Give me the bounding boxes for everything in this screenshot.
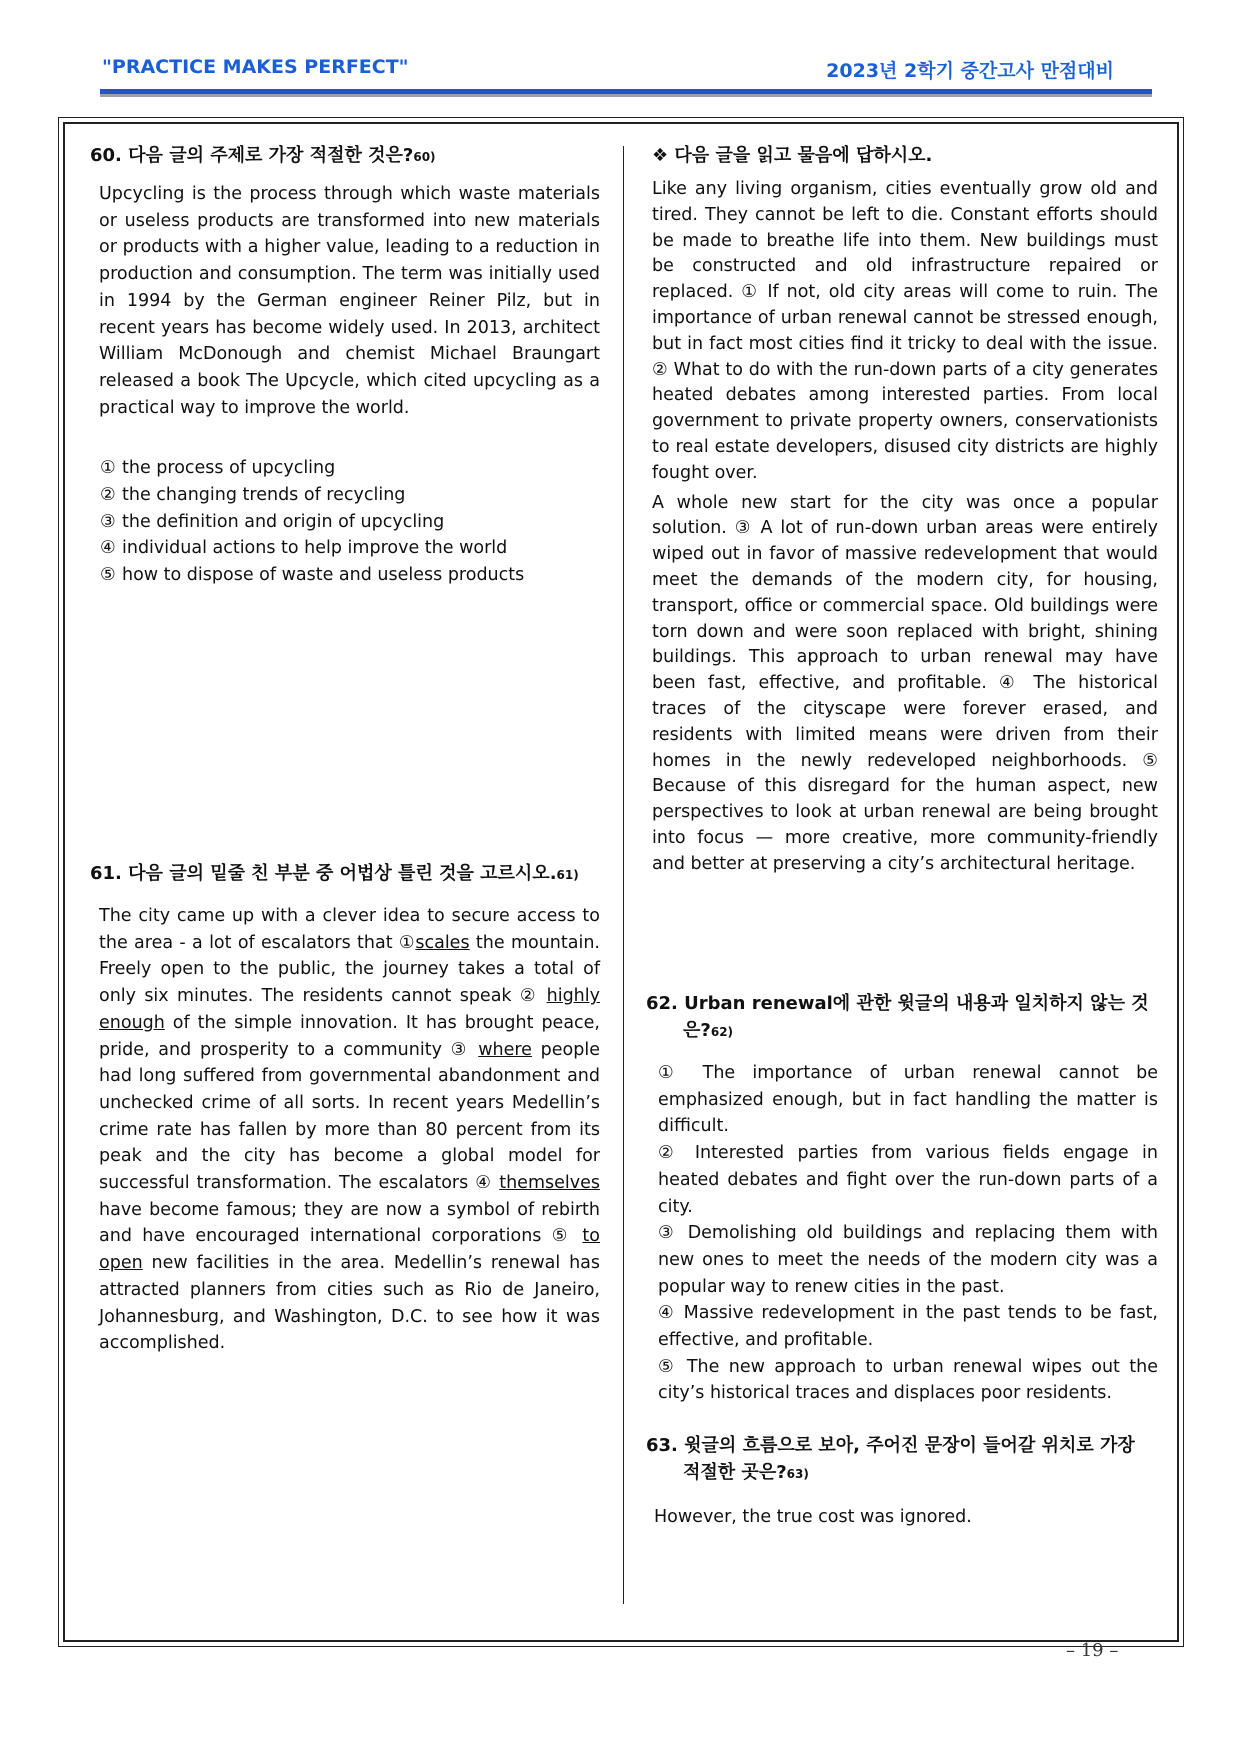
- q61-passage: The city came up with a clever idea to secure access to the area - a lot of escalators that ①scales the mountain. Freely open to the public, the journey takes a total of only six minutes. The residents cannot speak ② highly enough of the simple innovation. It has brought peace, pride, and prosperity to a community ③ where people had long suffered from governmental abandonment and unchecked crime of all sorts. In recent years Medellin’s crime rate has fallen by more than 80 percent from its peak and the city has become a global model for successful transformation. The escalators ④ themselves have become famous; they are now a symbol of rebirth and have encouraged international corporations ⑤ to open new facilities in the area. Medellin’s renewal has attracted planners from cities such as Rio de Janeiro, Johannesburg, and Washington, D.C. to see how it was accomplished.: [99, 906, 600, 1354]
- q62-title: 62. Urban renewal에 관한 윗글의 내용과 일치하지 않는 것은?62): [646, 993, 1149, 1041]
- reading-passage: [652, 142, 1158, 878]
- q61-marker: ⑤: [551, 1226, 573, 1247]
- header-rule: [100, 89, 1152, 97]
- q61-underlined: highly enough: [99, 986, 600, 1033]
- q61-marker: ②: [519, 986, 539, 1007]
- q61-title: 61. 다음 글의 밑줄 친 부분 중 어법상 틀린 것을 고르시오.61): [90, 863, 579, 884]
- header-left-title: "PRACTICE MAKES PERFECT": [102, 56, 409, 78]
- reading-para-2: A whole new start for the city was once a popular solution. ③ A lot of run-down urban areas were entirely wiped out in favor of massive redevelopment that would meet the demands of the modern city, for housing, transport, office or commercial space. Old buildings were torn down and were soon replaced with bright, shining buildings. This approach to urban renewal may have been fast, effective, and profitable. ④ The historical traces of the cityscape were forever erased, and residents with limited means were driven from their homes in the newly redeveloped neighborhoods. ⑤ Because of this disregard for the human aspect, new perspectives to look at urban renewal are being brought into focus — more creative, more community-friendly and better at preserving a city’s architectural heritage.: [652, 492, 1158, 874]
- q60-passage: Upcycling is the process through which waste materials or useless products are transformed into new materials or products with a higher value, leading to a reduction in production and consumption. The term was initially used in 1994 by the German engineer Reiner Pilz, but in recent years has become widely used. In 2013, architect William McDonough and chemist Michael Braungart released a book The Upcycle, which cited upcycling as a practical way to improve the world.: [99, 184, 600, 418]
- q63-title: 63. 윗글의 흐름으로 보아, 주어진 문장이 들어갈 위치로 가장 적절한 곳은?63): [646, 1435, 1135, 1483]
- q60-choice[interactable]: ① the process of upcycling: [100, 458, 336, 479]
- q62-choice[interactable]: ② Interested parties from various fields engage in heated debates and fight over the run-down parts of a city.: [658, 1143, 1158, 1217]
- q61-underlined: scales: [415, 932, 470, 953]
- question-60: [90, 142, 600, 589]
- q60-choice[interactable]: ⑤ how to dispose of waste and useless products: [100, 565, 525, 586]
- reading-para-1: Like any living organism, cities eventually grow old and tired. They cannot be left to die. Constant efforts should be made to breathe life into them. New buildings must be constructed and old infrastructure repaired or replaced. ① If not, old city areas will come to ruin. The importance of urban renewal cannot be stressed enough, but in fact most cities find it tricky to deal with the issue. ② What to do with the run-down parts of a city generates heated debates among interested parties. From local government to private property owners, conservationists to real estate developers, disused city districts are highly fought over.: [652, 179, 1158, 483]
- q61-marker: ①: [398, 932, 416, 953]
- question-61: [90, 860, 600, 1357]
- page-number: – 19 –: [1066, 1640, 1119, 1661]
- q62-choices: [646, 1060, 1158, 1407]
- q60-title: 60. 다음 글의 주제로 가장 적절한 것은?60): [90, 145, 436, 166]
- header-right-title: 2023년 2학기 중간고사 만점대비: [826, 60, 1114, 82]
- q63-sentence: However, the true cost was ignored.: [654, 1507, 972, 1527]
- q60-choices: [90, 455, 600, 589]
- q61-marker: ③: [450, 1039, 470, 1060]
- question-62: [646, 990, 1158, 1407]
- q62-choice[interactable]: ④ Massive redevelopment in the past tends to be fast, effective, and profitable.: [658, 1303, 1158, 1351]
- q62-choice[interactable]: ③ Demolishing old buildings and replacing them with new ones to meet the needs of the modern city was a popular way to renew cities in the past.: [658, 1223, 1158, 1297]
- q61-marker: ④: [475, 1173, 493, 1194]
- q61-underlined: to open: [99, 1226, 600, 1274]
- q62-choice[interactable]: ① The importance of urban renewal cannot be emphasized enough, but in fact handling the matter is difficult.: [658, 1063, 1158, 1137]
- column-divider: [623, 146, 624, 1604]
- q62-choice[interactable]: ⑤ The new approach to urban renewal wipes out the city’s historical traces and displaces poor residents.: [658, 1356, 1158, 1404]
- q60-choice[interactable]: ③ the definition and origin of upcycling: [100, 511, 445, 532]
- q61-underlined: where: [478, 1039, 532, 1060]
- q61-underlined: themselves: [499, 1173, 600, 1194]
- reading-title: ❖ 다음 글을 읽고 물음에 답하시오.: [652, 145, 933, 166]
- question-63: [646, 1432, 1158, 1531]
- q60-choice[interactable]: ④ individual actions to help improve the world: [100, 538, 508, 559]
- q60-choice[interactable]: ② the changing trends of recycling: [100, 485, 406, 506]
